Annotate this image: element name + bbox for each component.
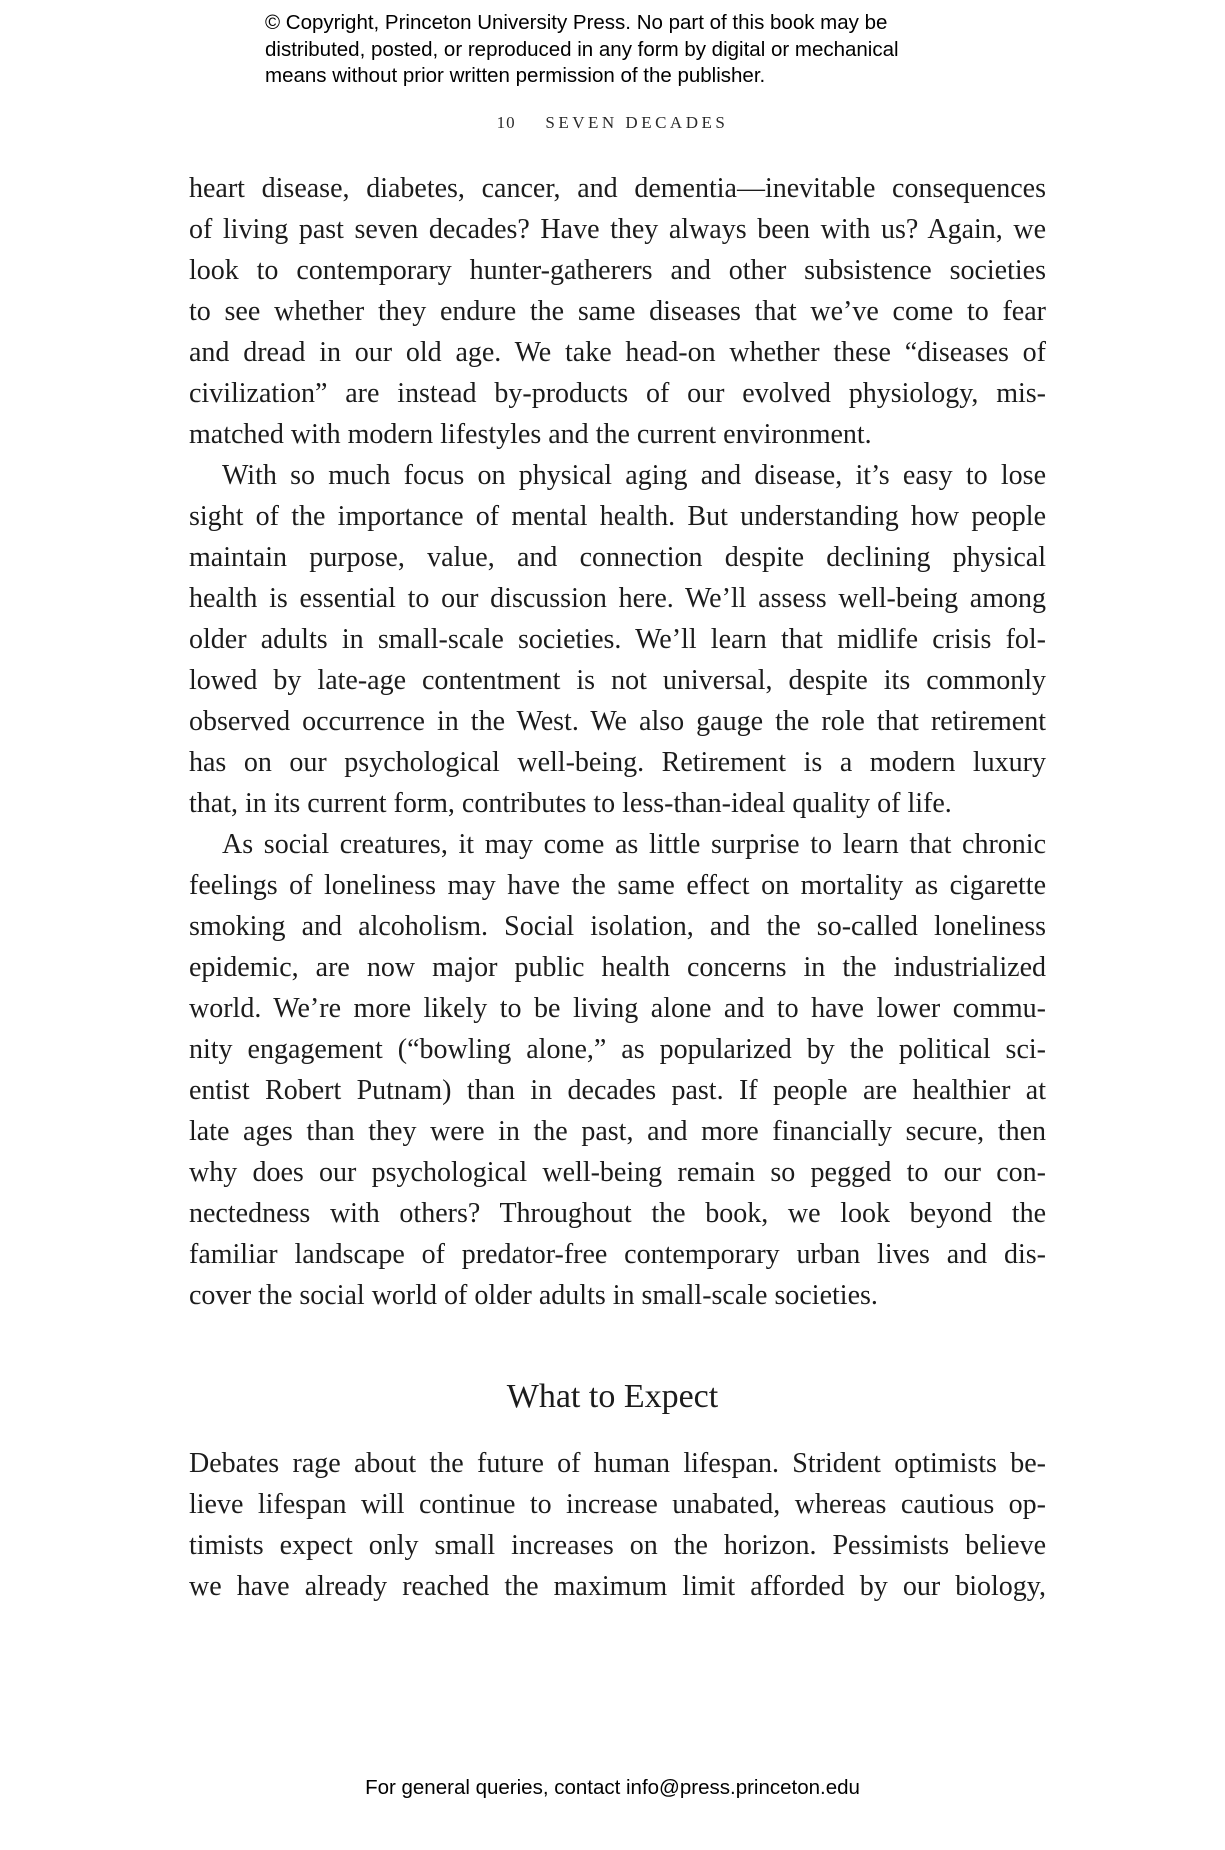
- copyright-line: distributed, posted, or reproduced in any form by digital or mechanical: [265, 37, 899, 61]
- text-line: we have already reached the maximum limit afforded by our biology,: [189, 1571, 1046, 1602]
- text-line: look to contemporary hunter-gatherers and other subsistence societies: [189, 255, 1046, 286]
- text-line: why does our psychological well-being remain so pegged to our con-: [189, 1157, 1046, 1188]
- main-text: [189, 168, 1046, 1316]
- text-line: health is essential to our discussion here. We’ll assess well-being among: [189, 583, 1046, 614]
- text-line: observed occurrence in the West. We also gauge the role that retirement: [189, 706, 1046, 737]
- text-line: late ages than they were in the past, and more financially secure, then: [189, 1116, 1046, 1147]
- copyright-notice: [265, 10, 1025, 90]
- text-line: epidemic, are now major public health concerns in the industrialized: [189, 952, 1046, 983]
- section-text: [189, 1443, 1046, 1607]
- text-line: that, in its current form, contributes to less-than-ideal quality of life.: [189, 788, 952, 819]
- copyright-line: © Copyright, Princeton University Press. No part of this book may be: [265, 11, 888, 34]
- text-line: Debates rage about the future of human lifespan. Strident optimists be-: [189, 1448, 1046, 1479]
- copyright-line: means without prior written permission of the publisher.: [265, 64, 766, 87]
- text-line: and dread in our old age. We take head-on whether these “diseases of: [189, 337, 1046, 368]
- running-head: [0, 113, 1225, 133]
- paragraph-3: [189, 824, 1046, 1316]
- text-line: older adults in small-scale societies. We’ll learn that midlife crisis fol-: [189, 624, 1046, 655]
- paragraph-1: [189, 168, 1046, 455]
- footer-contact: For general queries, contact info@press.princeton.edu: [365, 1776, 860, 1799]
- text-line: entist Robert Putnam) than in decades past. If people are healthier at: [189, 1075, 1046, 1106]
- text-line: has on our psychological well-being. Retirement is a modern luxury: [189, 747, 1046, 778]
- text-line: timists expect only small increases on the horizon. Pessimists believe: [189, 1530, 1046, 1561]
- text-line: world. We’re more likely to be living alone and to have lower commu-: [189, 993, 1046, 1024]
- text-line: to see whether they endure the same diseases that we’ve come to fear: [189, 296, 1046, 327]
- text-line: matched with modern lifestyles and the current environment.: [189, 419, 872, 450]
- text-line: sight of the importance of mental health. But understanding how people: [189, 501, 1046, 532]
- text-line: lieve lifespan will continue to increase unabated, whereas cautious op-: [189, 1489, 1046, 1520]
- paragraph-4: [189, 1443, 1046, 1607]
- section-heading: What to Expect: [506, 1378, 719, 1415]
- text-line: heart disease, diabetes, cancer, and dementia—inevitable consequences: [189, 173, 1046, 204]
- text-line: of living past seven decades? Have they always been with us? Again, we: [189, 214, 1046, 245]
- text-line: feelings of loneliness may have the same effect on mortality as cigarette: [189, 870, 1046, 901]
- page-number: 10: [496, 113, 516, 132]
- text-line: nity engagement (“bowling alone,” as popularized by the political sci-: [189, 1034, 1046, 1065]
- text-line: maintain purpose, value, and connection despite declining physical: [189, 542, 1046, 573]
- text-line: nectedness with others? Throughout the book, we look beyond the: [189, 1198, 1046, 1229]
- book-title: SEVEN DECADES: [545, 113, 729, 132]
- paragraph-2: [189, 455, 1046, 824]
- text-line: familiar landscape of predator-free contemporary urban lives and dis-: [189, 1239, 1046, 1270]
- text-line: civilization” are instead by-products of our evolved physiology, mis-: [189, 378, 1046, 409]
- text-line: smoking and alcoholism. Social isolation, and the so-called loneliness: [189, 911, 1046, 942]
- text-line: With so much focus on physical aging and disease, it’s easy to lose: [222, 460, 1046, 491]
- text-line: cover the social world of older adults in small-scale societies.: [189, 1280, 878, 1311]
- text-line: As social creatures, it may come as little surprise to learn that chronic: [222, 829, 1046, 860]
- text-line: lowed by late-age contentment is not universal, despite its commonly: [189, 665, 1046, 696]
